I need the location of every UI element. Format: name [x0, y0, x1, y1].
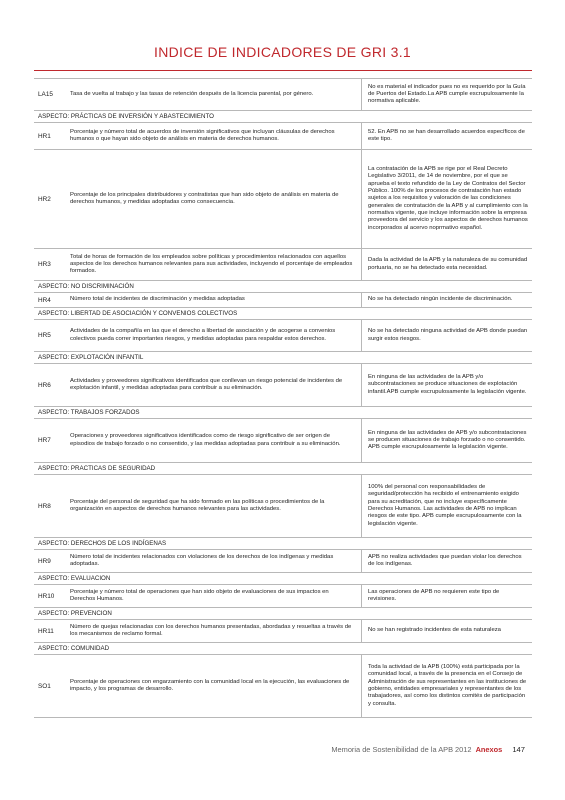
- table-row: [34, 123, 532, 150]
- indicator-response: No es material el indicador pues no es requerido por la Guía de Puertos del Estado.La APB cumple escrupulosamente la normativa aplicable.: [361, 79, 532, 110]
- indicator-description: Actividades de la compañía en las que el derecho a libertad de asociación y de acogerse a convenios colectivos pueda correr importantes riesgos, y medidas adoptadas para respaldar estos derechos.: [70, 328, 336, 342]
- table-row: [34, 150, 532, 249]
- title-divider: [34, 70, 532, 71]
- table-row: [34, 293, 532, 308]
- indicator-code: HR11: [38, 627, 54, 635]
- footer-section: Anexos: [475, 745, 503, 754]
- indicator-response: En ninguna de las actividades de la APB y/o subcontrataciones se produce situaciones de explotación infantil.APB cumple escrupulosamente la legislación vigente.: [361, 364, 532, 406]
- indicator-response: 100% del personal con responsabilidades de seguridad/protección ha recibido el entrenamiento exigido para su acreditación, que no incluye específicamente Derechos Humanos. Las actividades de APB no implican riesgos de este tipo. APB cumple escrupulosamente con la legislación vigente.: [361, 475, 532, 537]
- page-footer: [331, 745, 525, 754]
- indicator-description: Número total de incidentes de discriminación y medidas adoptadas: [70, 296, 245, 303]
- aspect-header: ASPECTO: LIBERTAD DE ASOCIACIÓN Y CONVENIOS COLECTIVOS: [34, 308, 532, 320]
- aspect-header: ASPECTO: NO DISCRIMINACIÓN: [34, 281, 532, 293]
- page-title: INDICE DE INDICADORES DE GRI 3.1: [154, 44, 411, 60]
- indicator-code: HR6: [38, 381, 51, 389]
- table-row: [34, 620, 532, 643]
- aspect-header: ASPECTO: TRABAJOS FORZADOS: [34, 407, 532, 419]
- table-row: [34, 585, 532, 608]
- indicator-response: Toda la actividad de la APB (100%) está participada por la comunidad local, a través de la presencia en el Consejo de Administración de sus representantes en las instituciones de gobierno, entidades empresariales y representantes de los trabajadores, así como los distintos comités de participación y consulta.: [361, 655, 532, 717]
- table-row: [34, 320, 532, 352]
- indicator-description: Porcentaje y número total de operaciones que han sido objeto de evaluaciones de sus impactos en Derechos Humanos.: [70, 588, 329, 602]
- indicator-code: HR2: [38, 195, 51, 203]
- indicator-response: En ninguna de las actividades de APB y/o subcontrataciones se producen situaciones de trabajo forzado o no consentido. APB cumple escrupulosamente la legislación vigente.: [361, 419, 532, 462]
- indicator-code: HR5: [38, 332, 51, 339]
- aspect-header: ASPECTO: DERECHOS DE LOS INDÍGENAS: [34, 538, 532, 550]
- indicator-code: HR7: [38, 437, 51, 444]
- indicator-description: Número de quejas relacionadas con los derechos humanos presentadas, abordadas y resueltas a través de los mecanismos de reclamo formal.: [70, 623, 352, 637]
- indicator-code: HR8: [38, 502, 51, 510]
- indicator-description: Porcentaje del personal de seguridad que ha sido formado en las políticas o procedimientos de la organización en aspectos de derechos humanos relevantes para las actividades.: [70, 498, 325, 512]
- indicator-description: Porcentaje de operaciones con engarzamiento con la comunidad local en la ejecución, las evaluaciones de impacto, y los programas de desarrollo.: [70, 678, 350, 692]
- gri-indicator-table: [34, 78, 532, 718]
- indicator-response: No se ha detectado ninguna actividad de APB donde puedan surgir estos riesgos.: [361, 320, 532, 351]
- indicator-code: SO1: [38, 682, 51, 690]
- table-row: [34, 419, 532, 463]
- page-number: 147: [512, 745, 525, 754]
- indicator-response: APB no realiza actividades que puedan violar los derechos de los indígenas.: [361, 550, 532, 572]
- indicator-response: Las operaciones de APB no requieren este tipo de revisiones.: [361, 585, 532, 607]
- indicator-code: HR10: [38, 592, 55, 600]
- indicator-code: HR4: [38, 296, 51, 304]
- aspect-header: ASPECTO: PRACTICAS DE SEGURIDAD: [34, 463, 532, 475]
- indicator-code: HR3: [38, 261, 51, 268]
- aspect-header: ASPECTO: EXPLOTACIÓN INFANTIL: [34, 352, 532, 364]
- indicator-code: HR9: [38, 557, 51, 565]
- indicator-response: 52. En APB no se han desarrollado acuerdos específicos de este tipo.: [361, 123, 532, 149]
- indicator-code: LA15: [38, 91, 53, 98]
- indicator-response: Dada la actividad de la APB y la naturaleza de su comunidad portuaria, no se ha detectado esta necesidad.: [361, 249, 532, 280]
- footer-publication: Memoria de Sostenibilidad de la APB 2012: [331, 745, 472, 754]
- table-row: [34, 78, 532, 111]
- table-row: [34, 249, 532, 281]
- indicator-description: Total de horas de formación de los empleados sobre políticas y procedimientos relacionados con aquellos aspectos de los derechos humanos relevantes para sus actividades, incluyendo el porcentaje de empleados formados.: [70, 253, 353, 275]
- aspect-header: ASPECTO: EVALUACION: [34, 573, 532, 585]
- indicator-description: Porcentaje y número total de acuerdos de inversión significativos que incluyan cláusulas de derechos humanos o que hayan sido objeto de análisis en materia de derechos humanos.: [70, 128, 335, 142]
- aspect-header: ASPECTO: PREVENCION: [34, 608, 532, 620]
- aspect-header: ASPECTO: COMUNIDAD: [34, 643, 532, 655]
- indicator-description: Porcentaje de los principales distribuidores y contratistas que han sido objeto de análisis en materia de derechos humanos, y medidas adoptadas como consecuencia.: [70, 191, 339, 205]
- indicator-response: No se ha detectado ningún incidente de discriminación.: [361, 293, 532, 307]
- indicator-description: Tasa de vuelta al trabajo y las tasas de retención después de la licencia parental, por género.: [70, 90, 314, 97]
- aspect-header: ASPECTO: PRÁCTICAS DE INVERSIÓN Y ABASTECIMIENTO: [34, 111, 532, 123]
- indicator-code: HR1: [38, 132, 51, 140]
- table-row: [34, 655, 532, 718]
- table-row: [34, 364, 532, 407]
- indicator-response: No se han registrado incidentes de esta naturaleza: [361, 620, 532, 642]
- indicator-description: Número total de incidentes relacionados con violaciones de los derechos de los indígenas y medidas adoptadas.: [70, 553, 334, 567]
- indicator-response: La contratación de la APB se rige por el Real Decreto Legislativo 3/2011, de 14 de noviembre, por el que se aprueba el texto refundido de la Ley de Contratos del Sector Público. 100% de los procesos de contratación han estado sujetos a los requisitos y valoración de las condiciones generales de contratación de la APB y al cumplimiento con la normativa vigente, que incluye información sobre la empresa proveedora del servicio y los aspectos de derechos humanos incorporados al acervo noprmativo español.: [361, 150, 532, 248]
- table-row: [34, 475, 532, 538]
- indicator-description: Operaciones y proveedores significativos identificados como de riesgo significativo de ser origen de episodios de trabajo forzado o no consentido, y las medidas adoptadas para contribuir a su eliminación.: [70, 433, 341, 447]
- indicator-description: Actividades y proveedores significativos identificados que conllevan un riesgo potencial de incidentes de explotación infantil, y medidas adoptadas para contribuir a su eliminación.: [70, 377, 343, 391]
- table-row: [34, 550, 532, 573]
